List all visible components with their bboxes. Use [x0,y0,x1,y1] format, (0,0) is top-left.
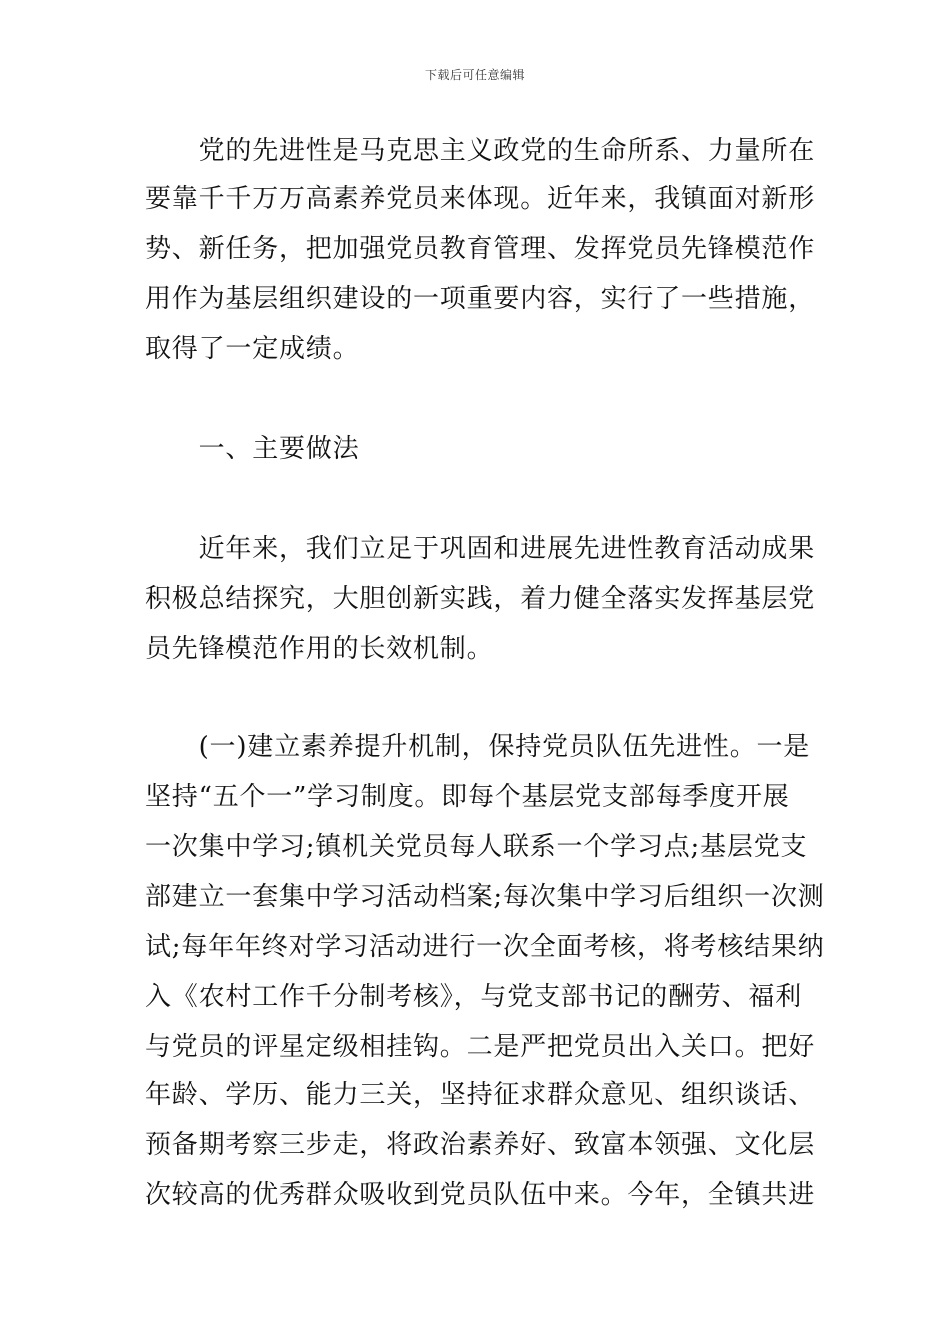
body-line: 坚持“五个一”学习制度。即每个基层党支部每季度开展 [145,782,790,812]
body-line: 年龄、学历、能力三关，坚持征求群众意见、组织谈话、 [145,1080,816,1110]
body-line: 与党员的评星定级相挂钩。二是严把党员出入关口。把好 [145,1032,816,1062]
body-line: 党的先进性是马克思主义政党的生命所系、力量所在 [145,136,816,166]
body-line: 员先锋模范作用的长效机制。 [145,634,494,664]
body-line: 预备期考察三步走，将政治素养好、致富本领强、文化层 [145,1130,816,1160]
body-line: 用作为基层组织建设的一项重要内容，实行了一些措施， [145,284,816,314]
section-heading: 一、主要做法 [145,434,360,464]
header-note: 下载后可任意编辑 [424,68,525,82]
body-line: 要靠千千万万高素养党员来体现。近年来，我镇面对新形 [145,184,816,214]
body-line: 入《农村工作千分制考核》，与党支部书记的酬劳、福利 [145,982,803,1012]
body-line: (一)建立素养提升机制，保持党员队伍先进性。一是 [145,732,811,762]
body-line: 势、新任务，把加强党员教育管理、发挥党员先锋模范作 [145,234,816,264]
body-line: 取得了一定成绩。 [145,334,360,364]
body-line: 积极总结探究，大胆创新实践，着力健全落实发挥基层党 [145,584,816,614]
body-line: 次较高的优秀群众吸收到党员队伍中来。今年，全镇共进 [145,1180,816,1210]
body-line: 试;每年年终对学习活动进行一次全面考核，将考核结果纳 [145,932,825,962]
body-line: 部建立一套集中学习活动档案;每次集中学习后组织一次测 [145,882,825,912]
body-line: 近年来，我们立足于巩固和进展先进性教育活动成果 [145,534,816,564]
body-line: 一次集中学习;镇机关党员每人联系一个学习点;基层党支 [145,832,808,862]
